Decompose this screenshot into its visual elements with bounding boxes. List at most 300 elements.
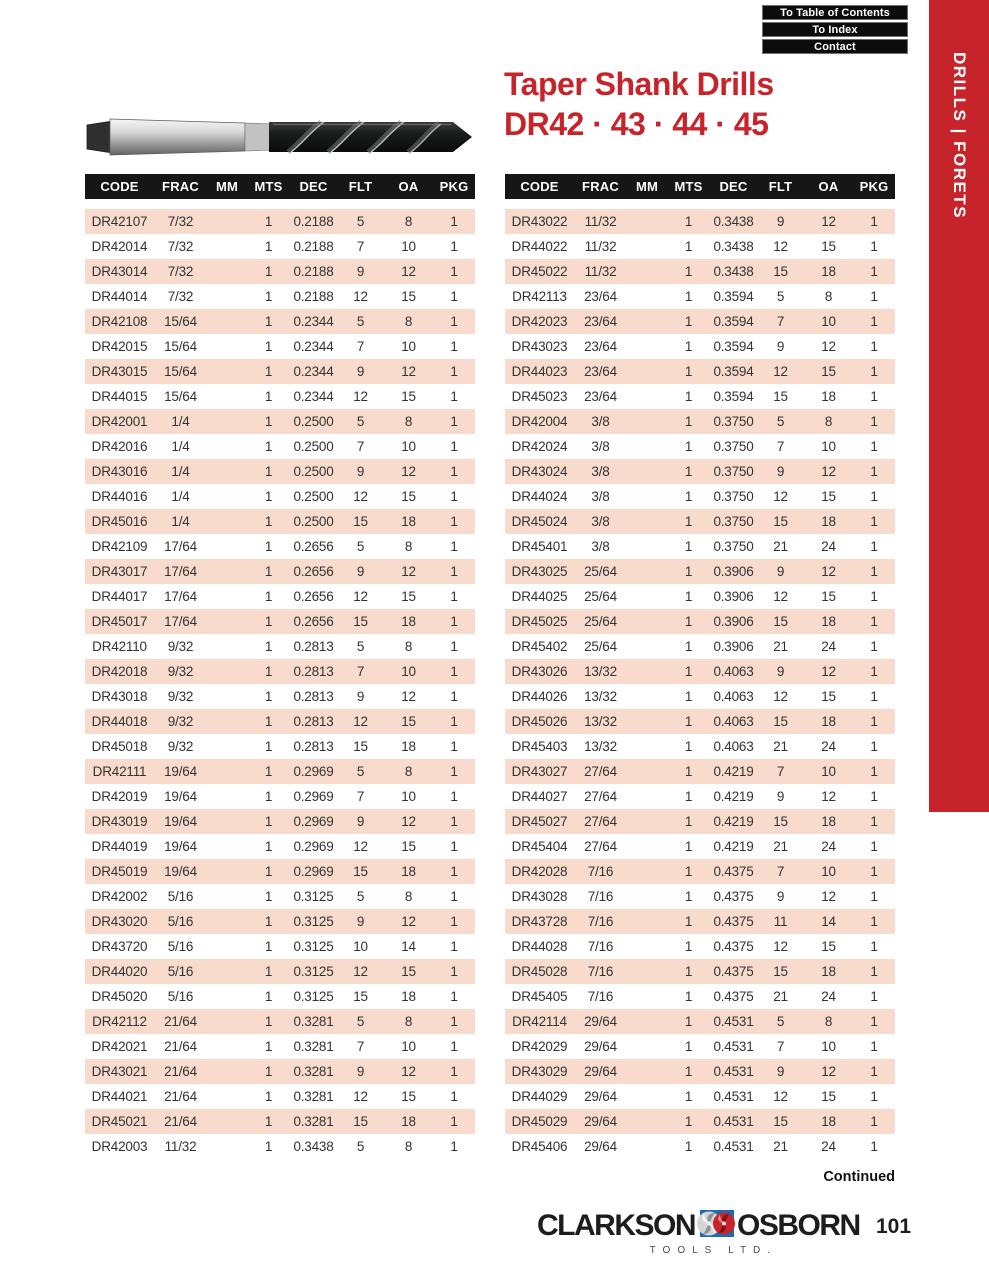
cell-frac: 17/64	[164, 564, 197, 579]
cell-pkg: 1	[870, 239, 878, 254]
cell-oa: 18	[821, 264, 836, 279]
cell-flt: 9	[356, 564, 365, 579]
page-title-line1: Taper Shank Drills	[504, 66, 774, 102]
cell-dec: 0.4531	[713, 1139, 754, 1154]
cell-pkg: 1	[450, 839, 458, 854]
cell-frac: 1/4	[171, 489, 190, 504]
cell-frac: 1/4	[171, 514, 190, 529]
column-header-flt: FLT	[348, 179, 373, 194]
cell-pkg: 1	[450, 889, 458, 904]
cell-mm	[627, 409, 667, 434]
contact-button[interactable]: Contact	[762, 39, 908, 54]
table-row	[85, 859, 475, 884]
cell-dec: 0.4219	[713, 839, 754, 854]
cell-oa: 10	[821, 864, 836, 879]
cell-frac: 9/32	[167, 689, 194, 704]
cell-code: DR42107	[91, 214, 148, 229]
cell-flt: 12	[353, 589, 368, 604]
table-row	[85, 209, 475, 234]
cell-pkg: 1	[870, 589, 878, 604]
cell-dec: 0.4531	[713, 1039, 754, 1054]
cell-flt: 21	[773, 839, 788, 854]
cell-oa: 15	[821, 489, 836, 504]
column-header-pkg: PKG	[439, 179, 469, 194]
cell-dec: 0.2500	[293, 514, 334, 529]
cell-mts: 1	[684, 989, 693, 1004]
cell-pkg: 1	[870, 889, 878, 904]
table-row	[505, 1109, 895, 1134]
cell-dec: 0.4375	[713, 989, 754, 1004]
cell-dec: 0.3125	[293, 889, 334, 904]
cell-pkg: 1	[870, 389, 878, 404]
cell-mm	[627, 484, 667, 509]
cell-dec: 0.2656	[293, 589, 334, 604]
cell-mm	[207, 434, 247, 459]
cell-mm	[207, 634, 247, 659]
cell-mm	[207, 234, 247, 259]
cell-flt: 12	[353, 964, 368, 979]
cell-code: DR43024	[511, 464, 568, 479]
cell-mm	[627, 709, 667, 734]
cell-pkg: 1	[870, 814, 878, 829]
cell-mts: 1	[264, 1014, 273, 1029]
cell-mm	[207, 959, 247, 984]
cell-frac: 9/32	[167, 714, 194, 729]
cell-oa: 18	[401, 739, 416, 754]
table-row	[505, 934, 895, 959]
cell-mm	[207, 734, 247, 759]
cell-code: DR44015	[91, 389, 148, 404]
cell-dec: 0.4531	[713, 1014, 754, 1029]
table-row	[85, 459, 475, 484]
cell-mm	[207, 384, 247, 409]
cell-oa: 10	[401, 664, 416, 679]
cell-code: DR43018	[91, 689, 148, 704]
cell-mts: 1	[684, 689, 693, 704]
cell-frac: 7/16	[587, 889, 614, 904]
cell-frac: 21/64	[164, 1064, 197, 1079]
table-row	[505, 959, 895, 984]
table-row	[85, 259, 475, 284]
to-table-of-contents-button[interactable]: To Table of Contents	[762, 5, 908, 20]
cell-code: DR42019	[91, 789, 148, 804]
cell-code: DR43026	[511, 664, 568, 679]
cell-flt: 7	[356, 664, 365, 679]
cell-code: DR43019	[91, 814, 148, 829]
cell-oa: 8	[824, 289, 833, 304]
cell-oa: 10	[401, 439, 416, 454]
cell-frac: 27/64	[584, 764, 617, 779]
cell-frac: 3/8	[591, 439, 610, 454]
cell-frac: 7/32	[167, 239, 194, 254]
table-row	[505, 1059, 895, 1084]
cell-mts: 1	[264, 314, 273, 329]
cell-mm	[627, 359, 667, 384]
cell-code: DR43022	[511, 214, 568, 229]
drill-bit-illustration	[83, 108, 483, 166]
cell-dec: 0.3750	[713, 489, 754, 504]
cell-code: DR42114	[512, 1014, 567, 1029]
cell-oa: 15	[821, 939, 836, 954]
cell-frac: 1/4	[171, 464, 190, 479]
table-row	[505, 359, 895, 384]
cell-mts: 1	[264, 839, 273, 854]
cell-flt: 12	[773, 364, 788, 379]
cell-pkg: 1	[450, 489, 458, 504]
cell-dec: 0.3906	[713, 589, 754, 604]
cell-code: DR44027	[511, 789, 568, 804]
table-row	[85, 359, 475, 384]
cell-mm	[207, 1059, 247, 1084]
cell-code: DR45403	[511, 739, 568, 754]
cell-oa: 12	[821, 214, 836, 229]
cell-mts: 1	[684, 939, 693, 954]
cell-code: DR45021	[91, 1114, 148, 1129]
table-row	[85, 884, 475, 909]
cell-mm	[207, 259, 247, 284]
cell-pkg: 1	[450, 614, 458, 629]
cell-dec: 0.2344	[293, 314, 334, 329]
cell-pkg: 1	[450, 789, 458, 804]
cell-code: DR42016	[91, 439, 148, 454]
cell-mts: 1	[684, 664, 693, 679]
cell-dec: 0.3125	[293, 939, 334, 954]
to-index-button[interactable]: To Index	[762, 22, 908, 37]
cell-code: DR42108	[91, 314, 148, 329]
cell-dec: 0.3281	[293, 1089, 334, 1104]
drill-table-left	[85, 174, 475, 1159]
cell-mm	[207, 884, 247, 909]
cell-frac: 29/64	[584, 1014, 617, 1029]
cell-flt: 15	[353, 989, 368, 1004]
cell-dec: 0.3750	[713, 514, 754, 529]
cell-frac: 7/16	[587, 939, 614, 954]
cell-oa: 15	[401, 964, 416, 979]
cell-flt: 9	[776, 339, 785, 354]
continued-note: Continued	[823, 1169, 895, 1185]
cell-frac: 3/8	[591, 464, 610, 479]
cell-frac: 13/32	[584, 739, 617, 754]
cell-mts: 1	[264, 664, 273, 679]
cell-pkg: 1	[870, 864, 878, 879]
cell-frac: 3/8	[591, 414, 610, 429]
cell-frac: 21/64	[164, 1114, 197, 1129]
cell-oa: 8	[824, 414, 833, 429]
cell-flt: 5	[356, 414, 365, 429]
table-row	[85, 809, 475, 834]
cell-code: DR44021	[91, 1089, 148, 1104]
cell-flt: 9	[356, 914, 365, 929]
cell-pkg: 1	[450, 514, 458, 529]
cell-oa: 15	[821, 364, 836, 379]
cell-pkg: 1	[870, 564, 878, 579]
cell-frac: 29/64	[584, 1039, 617, 1054]
table-row	[85, 584, 475, 609]
cell-flt: 15	[353, 514, 368, 529]
cell-mm	[207, 284, 247, 309]
cell-code: DR42112	[92, 1014, 147, 1029]
cell-code: DR43020	[91, 914, 148, 929]
cell-frac: 3/8	[591, 514, 610, 529]
cell-dec: 0.2500	[293, 439, 334, 454]
cell-mm	[207, 934, 247, 959]
cell-oa: 15	[401, 1089, 416, 1104]
cell-pkg: 1	[450, 914, 458, 929]
cell-mm	[627, 659, 667, 684]
cell-mts: 1	[684, 364, 693, 379]
cell-dec: 0.2813	[293, 639, 334, 654]
cell-pkg: 1	[870, 464, 878, 479]
cell-mm	[627, 209, 667, 234]
cell-frac: 27/64	[584, 814, 617, 829]
cell-mm	[207, 984, 247, 1009]
brand-logo	[537, 1209, 860, 1256]
cell-pkg: 1	[450, 814, 458, 829]
cell-mts: 1	[684, 464, 693, 479]
cell-dec: 0.3438	[713, 264, 754, 279]
taper-shank-drill-image	[83, 108, 483, 166]
cell-oa: 12	[821, 339, 836, 354]
cell-frac: 11/32	[584, 239, 617, 254]
cell-dec: 0.3438	[293, 1139, 334, 1154]
cell-dec: 0.2344	[293, 389, 334, 404]
cell-mm	[207, 834, 247, 859]
cell-pkg: 1	[870, 1139, 878, 1154]
cell-pkg: 1	[450, 664, 458, 679]
cell-mts: 1	[684, 814, 693, 829]
brand-row	[537, 1209, 860, 1243]
cell-dec: 0.3594	[713, 339, 754, 354]
cell-pkg: 1	[450, 314, 458, 329]
cell-code: DR45027	[511, 814, 568, 829]
cell-mts: 1	[264, 964, 273, 979]
cell-flt: 9	[776, 889, 785, 904]
table-row	[505, 784, 895, 809]
cell-flt: 15	[353, 864, 368, 879]
cell-mm	[207, 684, 247, 709]
cell-frac: 7/32	[167, 214, 194, 229]
cell-dec: 0.2813	[293, 739, 334, 754]
cell-pkg: 1	[870, 764, 878, 779]
cell-code: DR43014	[91, 264, 148, 279]
cell-code: DR45402	[511, 639, 568, 654]
cell-frac: 7/16	[587, 989, 614, 1004]
cell-oa: 10	[401, 239, 416, 254]
cell-mm	[627, 834, 667, 859]
cell-mm	[627, 259, 667, 284]
table-row	[85, 934, 475, 959]
cell-mts: 1	[684, 389, 693, 404]
cell-pkg: 1	[450, 739, 458, 754]
cell-mm	[207, 359, 247, 384]
cell-oa: 14	[401, 939, 416, 954]
cell-flt: 9	[776, 664, 785, 679]
table-row	[505, 509, 895, 534]
cell-mts: 1	[684, 1089, 693, 1104]
cell-frac: 7/16	[587, 864, 614, 879]
cell-oa: 12	[821, 464, 836, 479]
section-tab	[929, 0, 989, 812]
cell-oa: 18	[821, 714, 836, 729]
cell-pkg: 1	[870, 939, 878, 954]
brand-emblem-icon	[697, 1209, 735, 1243]
cell-frac: 1/4	[171, 414, 190, 429]
table-row	[85, 684, 475, 709]
cell-dec: 0.2969	[293, 814, 334, 829]
cell-oa: 15	[401, 589, 416, 604]
cell-mts: 1	[264, 889, 273, 904]
cell-frac: 11/32	[584, 214, 617, 229]
cell-pkg: 1	[450, 864, 458, 879]
cell-dec: 0.3594	[713, 289, 754, 304]
cell-dec: 0.4219	[713, 789, 754, 804]
cell-frac: 9/32	[167, 739, 194, 754]
table-row	[505, 859, 895, 884]
cell-oa: 15	[401, 289, 416, 304]
cell-dec: 0.2344	[293, 339, 334, 354]
cell-flt: 12	[353, 1089, 368, 1104]
cell-frac: 5/16	[167, 964, 194, 979]
cell-flt: 21	[773, 989, 788, 1004]
cell-mts: 1	[264, 639, 273, 654]
cell-mts: 1	[684, 614, 693, 629]
cell-oa: 12	[401, 689, 416, 704]
brand-clarkson: CLARKSON	[537, 1209, 695, 1242]
cell-oa: 10	[821, 314, 836, 329]
table-row	[85, 834, 475, 859]
cell-mm	[207, 809, 247, 834]
cell-frac: 25/64	[584, 639, 617, 654]
cell-mm	[627, 1134, 667, 1159]
cell-oa: 8	[404, 889, 413, 904]
cell-oa: 15	[821, 589, 836, 604]
cell-flt: 7	[356, 439, 365, 454]
cell-oa: 18	[821, 389, 836, 404]
table-body	[85, 209, 475, 1159]
cell-code: DR44020	[91, 964, 148, 979]
cell-oa: 8	[404, 764, 413, 779]
cell-frac: 23/64	[584, 289, 617, 304]
cell-flt: 12	[773, 589, 788, 604]
cell-mts: 1	[264, 764, 273, 779]
cell-oa: 18	[821, 1114, 836, 1129]
cell-dec: 0.2188	[293, 239, 334, 254]
cell-mts: 1	[684, 789, 693, 804]
cell-code: DR43728	[511, 914, 568, 929]
cell-mm	[627, 684, 667, 709]
cell-mm	[627, 534, 667, 559]
table-row	[85, 1059, 475, 1084]
cell-pkg: 1	[450, 964, 458, 979]
cell-frac: 27/64	[584, 789, 617, 804]
cell-mm	[627, 609, 667, 634]
cell-code: DR45024	[511, 514, 568, 529]
table-row	[505, 1009, 895, 1034]
cell-code: DR42002	[91, 889, 148, 904]
cell-flt: 7	[356, 789, 365, 804]
cell-mts: 1	[684, 414, 693, 429]
cell-mm	[627, 859, 667, 884]
cell-dec: 0.2969	[293, 839, 334, 854]
cell-dec: 0.2344	[293, 364, 334, 379]
cell-flt: 7	[776, 864, 785, 879]
cell-mts: 1	[264, 1089, 273, 1104]
cell-pkg: 1	[870, 364, 878, 379]
cell-dec: 0.2969	[293, 764, 334, 779]
cell-mts: 1	[684, 1039, 693, 1054]
cell-dec: 0.3281	[293, 1064, 334, 1079]
cell-mts: 1	[684, 914, 693, 929]
cell-code: DR45022	[511, 264, 568, 279]
cell-mm	[207, 784, 247, 809]
cell-flt: 21	[773, 539, 788, 554]
table-row	[85, 284, 475, 309]
cell-dec: 0.4063	[713, 739, 754, 754]
cell-oa: 15	[401, 714, 416, 729]
cell-pkg: 1	[450, 1139, 458, 1154]
cell-code: DR42021	[91, 1039, 148, 1054]
cell-pkg: 1	[870, 839, 878, 854]
cell-code: DR45404	[511, 839, 568, 854]
cell-code: DR42028	[511, 864, 568, 879]
cell-code: DR43017	[91, 564, 148, 579]
brand-osborn: OSBORN	[737, 1209, 860, 1242]
cell-code: DR44025	[511, 589, 568, 604]
cell-code: DR43023	[511, 339, 568, 354]
cell-frac: 25/64	[584, 614, 617, 629]
cell-pkg: 1	[450, 764, 458, 779]
cell-mts: 1	[684, 764, 693, 779]
table-row	[85, 1084, 475, 1109]
cell-oa: 10	[401, 1039, 416, 1054]
cell-code: DR44026	[511, 689, 568, 704]
cell-pkg: 1	[870, 314, 878, 329]
cell-pkg: 1	[450, 389, 458, 404]
table-row	[505, 459, 895, 484]
cell-flt: 9	[356, 264, 365, 279]
cell-mm	[207, 509, 247, 534]
cell-pkg: 1	[870, 789, 878, 804]
cell-flt: 11	[773, 914, 788, 929]
cell-code: DR42023	[511, 314, 568, 329]
cell-mts: 1	[684, 864, 693, 879]
cell-code: DR43025	[511, 564, 568, 579]
cell-dec: 0.4219	[713, 814, 754, 829]
cell-flt: 12	[773, 489, 788, 504]
cell-dec: 0.4063	[713, 664, 754, 679]
cell-dec: 0.3750	[713, 414, 754, 429]
table-row	[505, 909, 895, 934]
cell-mm	[627, 284, 667, 309]
cell-flt: 7	[776, 439, 785, 454]
table-row	[505, 434, 895, 459]
cell-oa: 12	[821, 789, 836, 804]
cell-pkg: 1	[870, 539, 878, 554]
cell-dec: 0.3594	[713, 389, 754, 404]
cell-oa: 15	[401, 839, 416, 854]
cell-oa: 18	[401, 1114, 416, 1129]
table-row	[85, 409, 475, 434]
column-header-code: CODE	[100, 179, 139, 194]
table-row	[505, 309, 895, 334]
cell-mm	[627, 1084, 667, 1109]
cell-flt: 15	[773, 964, 788, 979]
cell-pkg: 1	[870, 414, 878, 429]
cell-frac: 3/8	[591, 489, 610, 504]
cell-flt: 5	[356, 539, 365, 554]
cell-frac: 23/64	[584, 314, 617, 329]
cell-frac: 13/32	[584, 664, 617, 679]
